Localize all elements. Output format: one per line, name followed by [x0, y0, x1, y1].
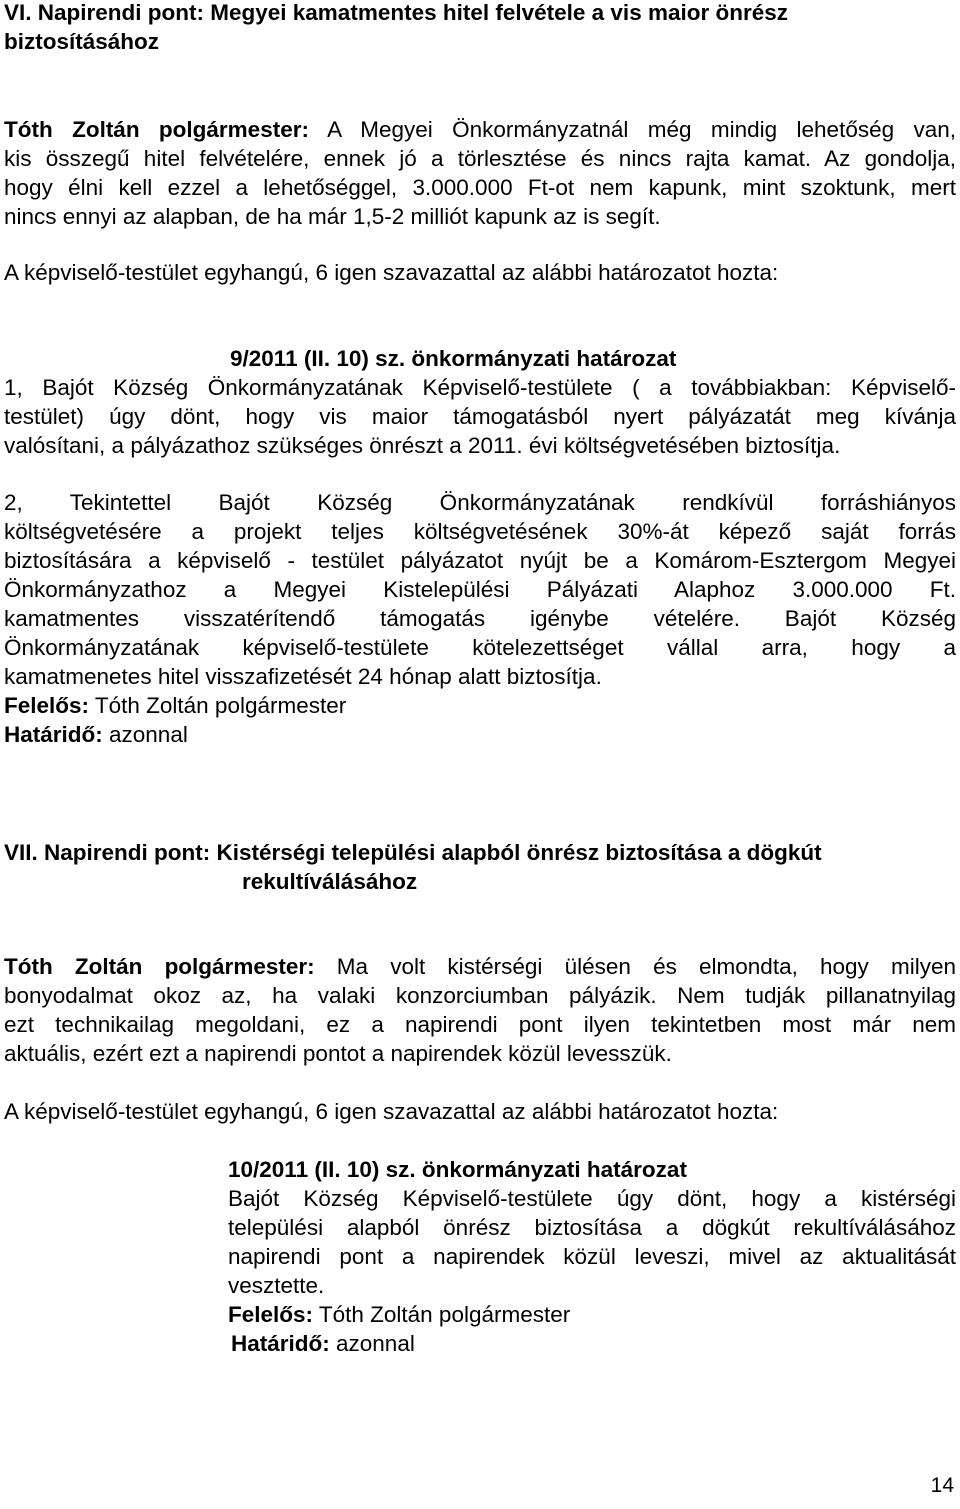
resolution-9-point2	[4, 488, 956, 749]
resolution-10-line2: települési alapból önrész biztosítása a dögkút rekultíválásához	[228, 1215, 956, 1240]
resolution-9-point1-line3: valósítani, a pályázathoz szükséges önrészt a 2011. évi költségvetésében biztosítja.	[4, 433, 841, 458]
section6-heading	[4, 0, 956, 56]
section6-vote: A képviselő-testület egyhangú, 6 igen szavazattal az alábbi határozatot hozta:	[4, 260, 779, 285]
resolution-9-point2-line2: költségvetésére a projekt teljes költségvetésének 30%-át képező saját forrás	[4, 519, 956, 544]
resolution-9-point2-line1: 2, Tekintettel Bajót Község Önkormányzatának rendkívül forráshiányos	[4, 490, 956, 515]
section7-speech-line1: Tóth Zoltán polgármester: Ma volt kistérségi ülésen és elmondta, hogy milyen	[4, 954, 956, 979]
page-number: 14	[930, 1474, 954, 1497]
section7-speaker: Tóth Zoltán polgármester:	[4, 954, 315, 979]
resolution-10-line1: Bajót Község Képviselő-testülete úgy dönt, hogy a kistérségi	[228, 1186, 956, 1211]
resolution-10	[228, 1155, 956, 1358]
section7-heading-line1: VII. Napirendi pont: Kistérségi települési alapból önrész biztosítása a dögkút	[4, 840, 822, 865]
resolution-9-point2-line5: kamatmentes visszatérítendő támogatás igénybe vételére. Bajót Község	[4, 606, 956, 631]
section7-speech-line2: bonyodalmat okoz az, ha valaki konzorciumban pályázik. Nem tudják pillanatnyilag	[4, 983, 956, 1008]
section6-speaker: Tóth Zoltán polgármester:	[4, 117, 309, 142]
section7-vote: A képviselő-testület egyhangú, 6 igen szavazattal az alábbi határozatot hozta:	[4, 1099, 779, 1124]
resolution-9-title: 9/2011 (II. 10) sz. önkormányzati határozat	[230, 346, 677, 371]
section6-speech-line4: nincs ennyi az alapban, de ha már 1,5-2 milliót kapunk az is segít.	[4, 204, 661, 229]
resolution-10-title: 10/2011 (II. 10) sz. önkormányzati határozat	[228, 1157, 687, 1182]
resolution-10-line4: vesztette.	[228, 1273, 325, 1298]
resolution-9-point1	[4, 373, 956, 460]
resolution-10-line3: napirendi pont a napirendek közül leveszi, mivel az aktualitását	[228, 1244, 956, 1269]
resolution-9-responsible: Felelős: Tóth Zoltán polgármester	[4, 693, 347, 718]
resolution-9-point2-line3: biztosítására a képviselő - testület pályázatot nyújt be a Komárom-Esztergom Megyei	[4, 548, 956, 573]
section7-speech-line3: ezt technikailag megoldani, ez a napirendi pont ilyen tekintetben most már nem	[4, 1012, 956, 1037]
section6-speech-line3: hogy élni kell ezzel a lehetőséggel, 3.000.000 Ft-ot nem kapunk, mint szoktunk, mert	[4, 175, 956, 200]
resolution-10-deadline: Határidő: azonnal	[231, 1331, 415, 1356]
section7-heading	[4, 838, 956, 896]
resolution-9-point2-line4: Önkormányzathoz a Megyei Kistelepülési Pályázati Alaphoz 3.000.000 Ft.	[4, 577, 956, 602]
section7-speech-line4: aktuális, ezért ezt a napirendi pontot a napirendek közül levesszük.	[4, 1041, 672, 1066]
resolution-9-deadline: Határidő: azonnal	[4, 722, 188, 747]
resolution-9-point1-line2: testület) úgy dönt, hogy vis maior támogatásból nyert pályázatát meg kívánja	[4, 404, 956, 429]
section6-heading-line1: VI. Napirendi pont: Megyei kamatmentes hitel felvétele a vis maior önrész	[4, 0, 788, 25]
resolution-9-point1-line1: 1, Bajót Község Önkormányzatának Képviselő-testülete ( a továbbiakban: Képviselő-	[4, 375, 956, 400]
section6-heading-line2: biztosításához	[4, 29, 160, 54]
resolution-9-point2-line7: kamatmenetes hitel visszafizetését 24 hónap alatt biztosítja.	[4, 664, 602, 689]
section6-speech-line1: Tóth Zoltán polgármester: A Megyei Önkormányzatnál még mindig lehetőség van,	[4, 117, 956, 142]
section6-speech-line2: kis összegű hitel felvételére, ennek jó a törlesztése és nincs rajta kamat. Az gondolja,	[4, 146, 956, 171]
section7-speech	[4, 952, 956, 1068]
resolution-10-responsible: Felelős: Tóth Zoltán polgármester	[228, 1302, 571, 1327]
resolution-9-point2-line6: Önkormányzatának képviselő-testülete kötelezettséget vállal arra, hogy a	[4, 635, 956, 660]
section7-heading-line2: rekultíválásához	[242, 869, 418, 894]
section6-speech	[4, 115, 956, 231]
